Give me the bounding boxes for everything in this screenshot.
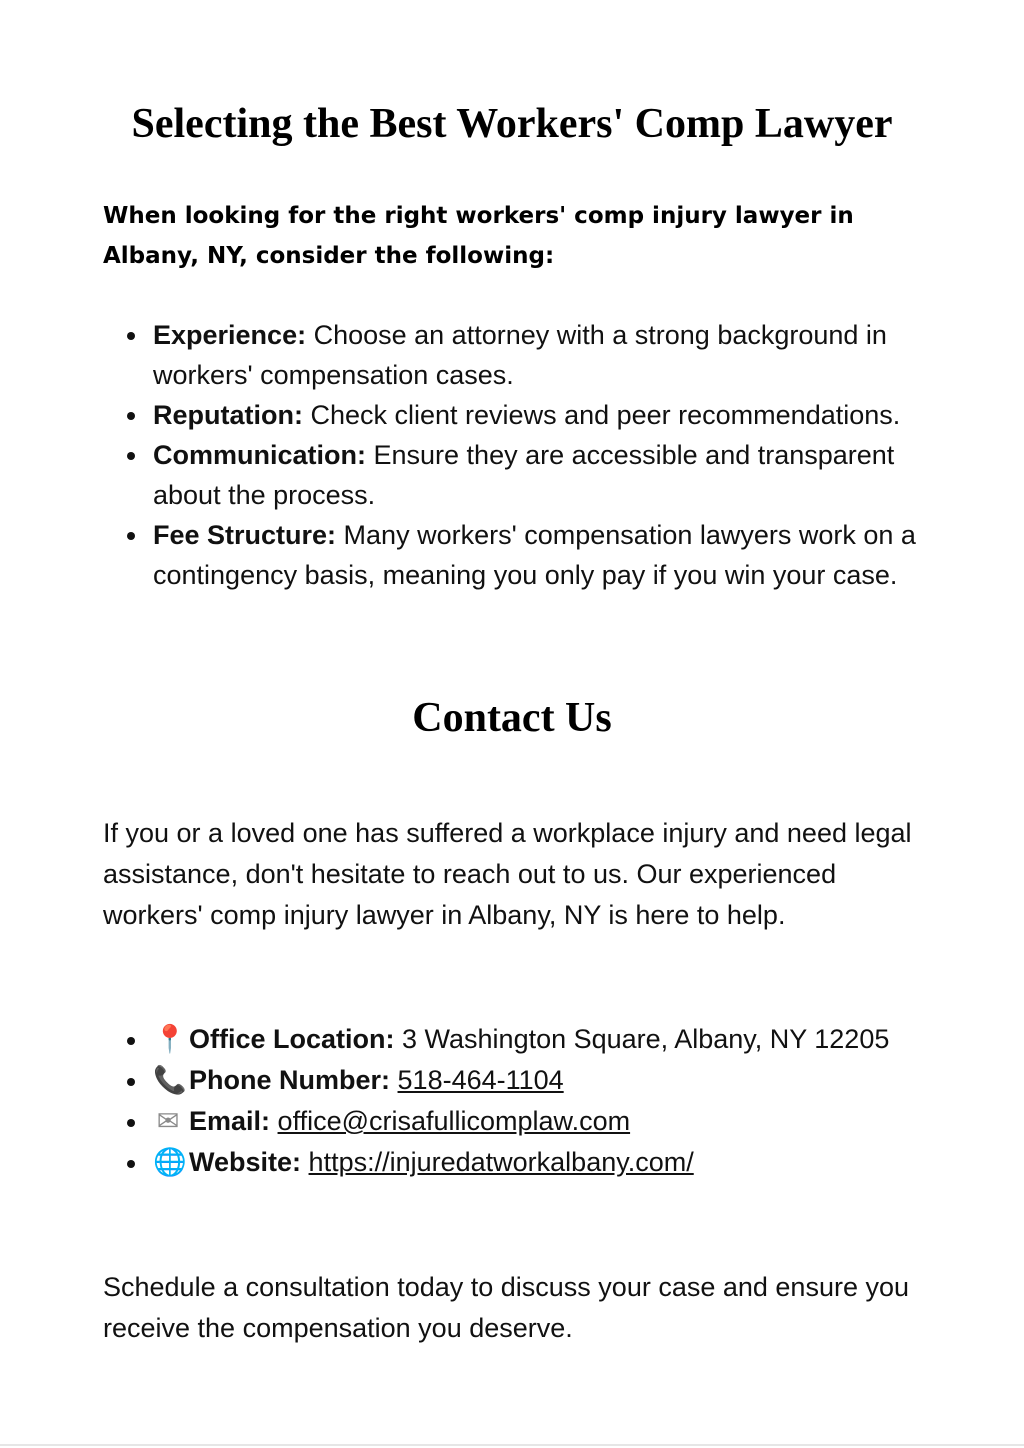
- closing-text: Schedule a consultation today to discuss your case and ensure you receive the compensation you deserve.: [103, 1272, 910, 1343]
- office-label: Office Location:: [189, 1024, 395, 1054]
- email-link[interactable]: office@crisafullicomplaw.com: [277, 1106, 631, 1136]
- contact-list: [103, 1019, 923, 1183]
- item-text: Many workers' compensation lawyers work on a contingency basis, meaning you only pay if you win your case.: [153, 520, 916, 590]
- phone-link[interactable]: 518-464-1104: [397, 1065, 564, 1095]
- list-item: [103, 395, 923, 435]
- office-address: 3 Washington Square, Albany, NY 12205: [394, 1024, 890, 1054]
- contact-phone: [103, 1060, 923, 1101]
- list-item: [103, 435, 923, 515]
- page-title: Selecting the Best Workers' Comp Lawyer: [131, 101, 893, 147]
- contact-email: [103, 1101, 923, 1142]
- criteria-list: [103, 315, 923, 595]
- item-label: Experience:: [153, 320, 307, 350]
- pin-icon: 📍: [153, 1024, 187, 1054]
- website-link[interactable]: https://injuredatworkalbany.com/: [308, 1147, 694, 1177]
- intro-text: When looking for the right workers' comp injury lawyer in Albany, NY, consider the following:: [103, 203, 854, 269]
- contact-website: [103, 1142, 923, 1183]
- page-divider: [0, 1444, 1024, 1446]
- item-text: Choose an attorney with a strong background in workers' compensation cases.: [153, 320, 887, 390]
- contact-heading: Contact Us: [412, 695, 612, 741]
- item-text: Ensure they are accessible and transparent about the process.: [153, 440, 895, 510]
- item-label: Fee Structure:: [153, 520, 337, 550]
- item-text: Check client reviews and peer recommendations.: [302, 400, 901, 430]
- phone-icon: 📞: [153, 1065, 187, 1095]
- item-label: Communication:: [153, 440, 366, 470]
- list-item: [103, 515, 923, 595]
- envelope-icon: ✉: [156, 1106, 180, 1136]
- globe-icon: 🌐: [153, 1147, 187, 1177]
- item-label: Reputation:: [153, 400, 303, 430]
- phone-label: Phone Number:: [189, 1065, 391, 1095]
- contact-office: [103, 1019, 923, 1060]
- website-label: Website:: [189, 1147, 302, 1177]
- contact-intro: If you or a loved one has suffered a workplace injury and need legal assistance, don't hesitate to reach out to us. Our experienced workers' comp injury lawyer in Albany, NY is here to help.: [103, 818, 912, 930]
- email-label: Email:: [189, 1106, 271, 1136]
- list-item: [103, 315, 923, 395]
